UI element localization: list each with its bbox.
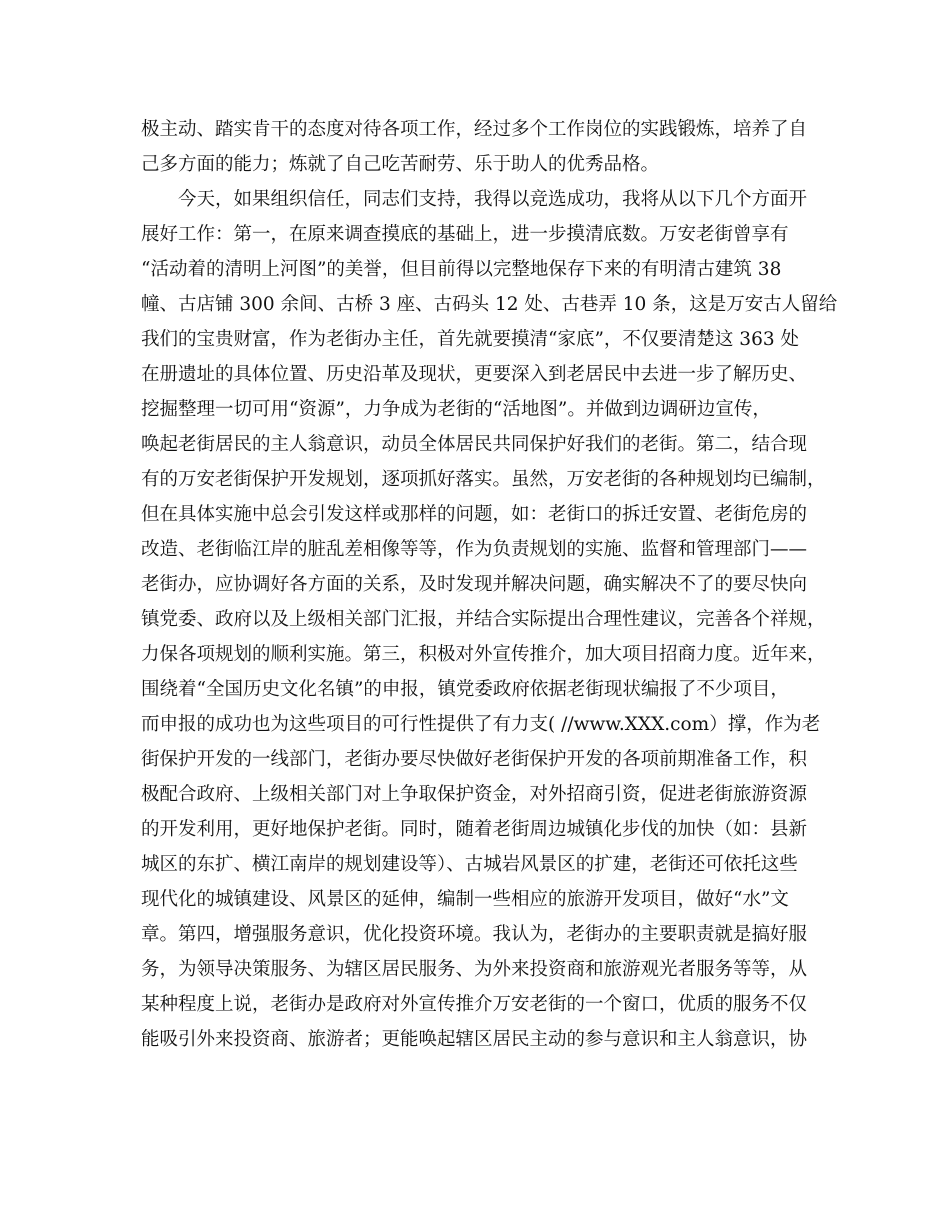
text-line: 力保各项规划的顺利实施。第三，积极对外宣传推介，加大项目招商力度。近年来， bbox=[141, 644, 826, 665]
text-line: 极主动、踏实肯干的态度对待各项工作，经过多个工作岗位的实践锻炼，培养了自 bbox=[141, 119, 808, 140]
text-line: 围绕着“全国历史文化名镇”的申报，镇党委政府依据老街现状编报了不少项目， bbox=[141, 679, 789, 700]
text-line: 我们的宝贵财富，作为老街办主任，首先就要摸清“家底”，不仅要清楚这 363 处 bbox=[141, 329, 799, 350]
text-line: 老街办，应协调好各方面的关系，及时发现并解决问题，确实解决不了的要尽快向 bbox=[141, 574, 808, 595]
text-line: 展好工作：第一，在原来调查摸底的基础上，进一步摸清底数。万安老街曾享有 bbox=[141, 224, 789, 245]
text-line: 街保护开发的一线部门，老街办要尽快做好老街保护开发的各项前期准备工作，积 bbox=[141, 749, 808, 770]
document-body bbox=[141, 112, 838, 1057]
text-line: 有的万安老街保护开发规划，逐项抓好落实。虽然，万安老街的各种规划均已编制， bbox=[141, 469, 826, 490]
text-line: 的开发利用，更好地保护老街。同时，随着老街周边城镇化步伐的加快（如：县新 bbox=[141, 819, 808, 840]
text-line: 己多方面的能力；炼就了自己吃苦耐劳、乐于助人的优秀品格。 bbox=[141, 154, 660, 175]
text-line: 在册遗址的具体位置、历史沿革及现状，更要深入到老居民中去进一步了解历史、 bbox=[141, 364, 808, 385]
text-line: 唤起老街居民的主人翁意识，动员全体居民共同保护好我们的老街。第二，结合现 bbox=[141, 434, 808, 455]
text-line: 挖掘整理一切可用“资源”，力争成为老街的“活地图”。并做到边调研边宣传， bbox=[141, 399, 771, 420]
text-line: 城区的东扩、横江南岸的规划建设等）、古城岩风景区的扩建，老街还可依托这些 bbox=[141, 854, 798, 875]
text-line: 某种程度上说，老街办是政府对外宣传推介万安老街的一个窗口，优质的服务不仅 bbox=[141, 994, 808, 1015]
text-line: 幢、古店铺 300 余间、古桥 3 座、古码头 12 处、古巷弄 10 条，这是万安古人留给 bbox=[141, 294, 838, 315]
text-line: “活动着的清明上河图”的美誉，但目前得以完整地保存下来的有明清古建筑 38 bbox=[141, 259, 782, 280]
text-line: 务，为领导决策服务、为辖区居民服务、为外来投资商和旅游观光者服务等等，从 bbox=[141, 959, 808, 980]
text-line: 能吸引外来投资商、旅游者；更能唤起辖区居民主动的参与意识和主人翁意识，协 bbox=[141, 1029, 808, 1050]
text-line: 章。第四，增强服务意识，优化投资环境。我认为，老街办的主要职责就是搞好服 bbox=[141, 924, 808, 945]
text-line: 但在具体实施中总会引发这样或那样的问题，如：老街口的拆迁安置、老街危房的 bbox=[141, 504, 808, 525]
text-line: 而申报的成功也为这些项目的可行性提供了有力支( //www.XXX.com）撑，作为老 bbox=[141, 714, 821, 735]
text-line: 改造、老街临江岸的脏乱差相像等等，作为负责规划的实施、监督和管理部门—— bbox=[141, 539, 808, 560]
text-line: 镇党委、政府以及上级相关部门汇报，并结合实际提出合理性建议，完善各个祥规， bbox=[141, 609, 826, 630]
text-line: 极配合政府、上级相关部门对上争取保护资金，对外招商引资，促进老街旅游资源 bbox=[141, 784, 808, 805]
text-line: 现代化的城镇建设、风景区的延伸，编制一些相应的旅游开发项目，做好“水”文 bbox=[141, 889, 789, 910]
text-line: 今天，如果组织信任，同志们支持，我得以竞选成功，我将从以下几个方面开 bbox=[178, 189, 808, 210]
